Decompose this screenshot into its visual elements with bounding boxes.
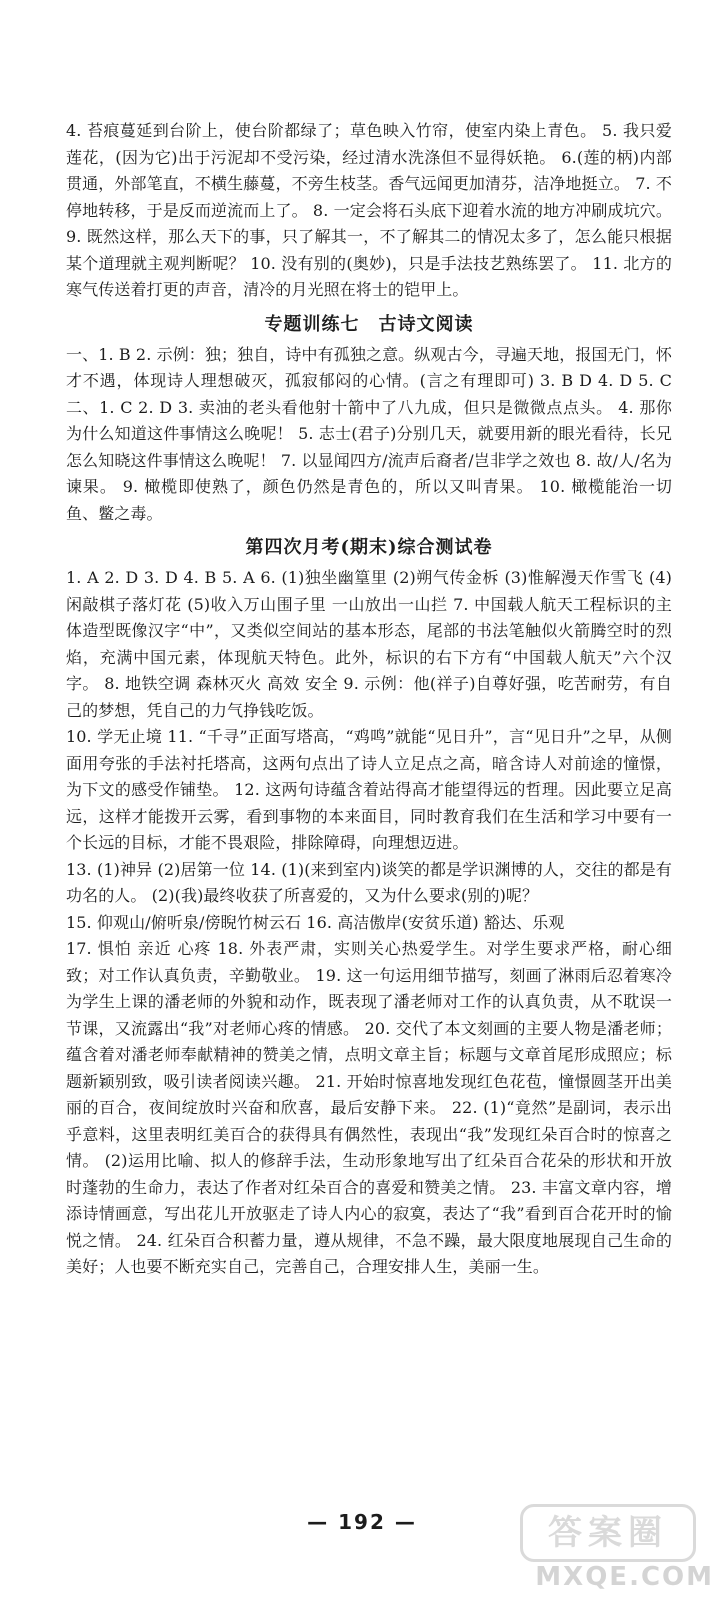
watermark — [514, 1506, 714, 1592]
answer-paragraph: 1. A 2. D 3. D 4. B 5. A 6. (1)独坐幽篁里 (2)朔气传金柝 (3)惟解漫天作雪飞 (4)闲敲棋子落灯花 (5)收入万山围子里 一山放出一山拦 7. 中国载人航天工程标识的主体造型既像汉字“中”，又类似空间站的基本形态，尾部的书法笔触似火箭腾空时的烈焰，充满中国元素，体现航天特色。此外，标识的右下方有“中国载人航天”六个汉字。 8. 地铁空调 森林灭火 高效 安全 9. 示例：他(祥子)自尊好强，吃苦耐劳，有自己的梦想，凭自己的力气挣钱吃饭。 — [66, 568, 672, 720]
watermark-url: MXQE.COM — [535, 1562, 714, 1592]
answer-paragraph: 17. 惧怕 亲近 心疼 18. 外表严肃，实则关心热爱学生。对学生要求严格，耐心细致；对工作认真负责，辛勤敬业。 19. 这一句运用细节描写，刻画了淋雨后忍着寒冷为学生上课的潘老师的外貌和动作，既表现了潘老师对工作的认真负责，从不耽误一节课，又流露出“我”对老师心疼的情感。 20. 交代了本文刻画的主要人物是潘老师；蕴含着对潘老师奉献精神的赞美之情，点明文章主旨；标题与文章首尾形成照应；标题新颖别致，吸引读者阅读兴趣。 21. 开始时惊喜地发现红色花苞，憧憬圆茎开出美丽的百合，夜间绽放时兴奋和欣喜，最后安静下来。 22. (1)“竟然”是副词，表示出乎意料，这里表明红美百合的获得具有偶然性，表现出“我”发现红朵百合时的惊喜之情。 (2)运用比喻、拟人的修辞手法，生动形象地写出了红朵百合花朵的形状和开放时蓬勃的生命力，表达了作者对红朵百合的喜爱和赞美之情。 23. 丰富文章内容，增添诗情画意，写出花儿开放驱走了诗人内心的寂寞，表达了“我”看到百合花开时的愉悦之情。 24. 红朵百合积蓄力量，遵从规律，不急不躁，最大限度地展现自己生命的美好；人也要不断充实自己，完善自己，合理安排人生，美丽一生。 — [66, 939, 672, 1276]
answer-paragraph: 15. 仰观山/俯听泉/傍睨竹树云石 16. 高洁傲岸(安贫乐道) 豁达、乐观 — [66, 912, 565, 932]
answer-paragraph: 4. 苔痕蔓延到台阶上，使台阶都绿了；草色映入竹帘，使室内染上青色。 5. 我只爱莲花，(因为它)出于污泥却不受污染，经过清水洗涤但不显得妖艳。 6.(莲的柄)内部贯通，外部笔直，不横生藤蔓，不旁生枝茎。香气远闻更加清芬，洁净地挺立。 7. 不停地转移，于是反而逆流而上了。 8. 一定会将石头底下迎着水流的地方冲刷成坑穴。 9. 既然这样，那么天下的事，只了解其一，不了解其二的情况太多了，怎么能只根据某个道理就主观判断呢？ 10. 没有别的(奥妙)，只是手法技艺熟练罢了。 11. 北方的寒气传送着打更的声音，清冷的月光照在将士的铠甲上。 — [66, 121, 672, 299]
answer-paragraph: 10. 学无止境 11. “千寻”正面写塔高，“鸡鸣”就能“见日升”，言“见日升”之早，从侧面用夸张的手法衬托塔高，这两句点出了诗人立足点之高，暗含诗人对前途的憧憬，为下文的感受作铺垫。 12. 这两句诗蕴含着站得高才能望得远的哲理。因此要立足高远，这样才能拨开云雾，看到事物的本来面目，同时教育我们在生活和学习中要有一个长远的目标，才能不畏艰险，排除障碍，向理想迈进。 — [66, 727, 672, 852]
section-heading: 第四次月考(期末)综合测试卷 — [245, 537, 493, 558]
answer-paragraph: 一、1. B 2. 示例：独；独自，诗中有孤独之意。纵观古今，寻遍天地，报国无门，怀才不遇，体现诗人理想破灭，孤寂郁闷的心情。(言之有理即可) 3. B D 4. D 5. C 二、1. C 2. D 3. 卖油的老头看他射十箭中了八九成，但只是微微点点头。 4. 那你为什么知道这件事情这么晚呢！ 5. 志士(君子)分别几天，就要用新的眼光看待，长兄怎么知晓这件事情这么晚呢！ 7. 以显闻四方/流声后裔者/岂非学之效也 8. 故/人/名为谏果。 9. 橄榄即使熟了，颜色仍然是青色的，所以又叫青果。 10. 橄榄能治一切鱼、鳖之毒。 — [66, 344, 672, 523]
page-number: — 192 — — [307, 1510, 417, 1534]
page-content — [66, 118, 672, 1281]
answer-paragraph: 13. (1)神异 (2)居第一位 14. (1)(来到室内)谈笑的都是学识渊博的人，交往的都是有功名的人。 (2)(我)最终收获了所喜爱的，又为什么要求(别的)呢？ — [66, 859, 672, 905]
watermark-logo: 答案圈 — [520, 1504, 696, 1562]
section-heading: 专题训练七 古诗文阅读 — [264, 313, 474, 335]
